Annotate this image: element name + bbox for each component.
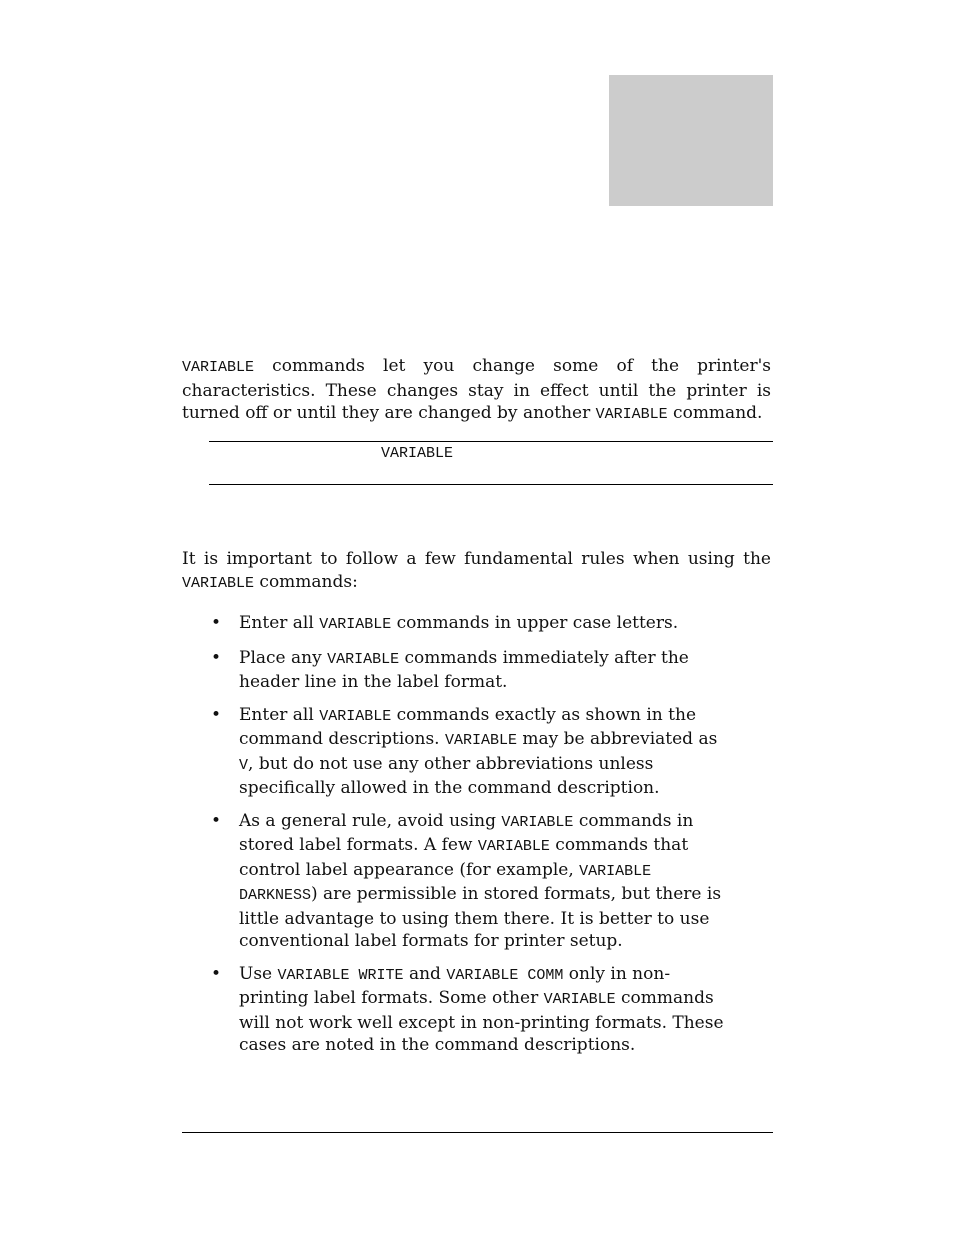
rules-intro-keyword: VARIABLE (182, 574, 255, 592)
rules-intro-text-2: commands: (254, 571, 358, 592)
rule-text: and (403, 963, 447, 984)
rule-text: Enter all (239, 704, 320, 725)
rule-text: commands in stored label formats. A few (239, 810, 694, 855)
intro-keyword: VARIABLE (182, 359, 255, 376)
rule-keyword: VARIABLE (543, 991, 616, 1008)
rule-text: may be abbreviated as (517, 729, 718, 749)
rule-keyword: VARIABLE DARKNESS (239, 862, 652, 904)
rule-text: Place any (239, 647, 328, 668)
footer-rule (182, 1132, 773, 1133)
bullet-icon: • (211, 613, 222, 633)
rule-text: only in non-printing label formats. Some other (239, 963, 671, 1008)
rules-intro-text-1: It is important to follow a few fundamental rules when using the (182, 549, 771, 569)
chapter-tab-block (609, 75, 773, 206)
rule-item (209, 647, 729, 694)
rule-text: ) are permissible in stored formats, but there is little advantage to using them there. It is better to use conventional label formats for printer setup. (239, 884, 722, 951)
rules-list (209, 612, 729, 1067)
rule-item (209, 963, 729, 1057)
rule-text: commands will not work well except in non-printing formats. These cases are noted in the command descriptions. (239, 988, 724, 1055)
rule-text: As a general rule, avoid using (239, 810, 502, 831)
rule-keyword: VARIABLE COMM (446, 966, 564, 984)
intro-keyword-2: VARIABLE (595, 406, 668, 423)
rule-keyword: VARIABLE (319, 707, 392, 725)
syntax-label: VARIABLE (381, 445, 454, 462)
bullet-icon: • (211, 810, 222, 831)
rule-text: Use (239, 963, 278, 984)
rule-text: , but do not use any other abbreviations unless specifically allowed in the command description. (239, 753, 660, 798)
intro-text-1: commands let you change some of the printer's characteristics. These changes stay in effect until the printer is turned off or until they are changed by another (182, 356, 771, 423)
rule-keyword: VARIABLE WRITE (277, 966, 404, 984)
bullet-icon: • (211, 963, 222, 984)
rule-text: commands immediately after the header line in the label format. (239, 647, 689, 692)
rule-text: commands exactly as shown in the command descriptions. (239, 704, 696, 749)
rule-text: commands in upper case letters. (391, 613, 679, 633)
bullet-icon: • (211, 647, 222, 668)
rules-intro-paragraph (182, 548, 771, 595)
rule-keyword: VARIABLE (327, 650, 400, 668)
rule-keyword: VARIABLE (444, 732, 517, 749)
bullet-icon: • (211, 704, 222, 725)
rule-keyword: VARIABLE (319, 616, 392, 633)
rule-text: commands that control label appearance (for example, (239, 835, 689, 880)
rule-keyword: VARIABLE (477, 838, 550, 855)
syntax-bottom-rule (209, 484, 773, 485)
intro-paragraph (182, 355, 771, 427)
rule-item (209, 810, 729, 953)
syntax-top-rule (209, 441, 773, 442)
rule-keyword: VARIABLE (501, 813, 574, 831)
rule-text: Enter all (239, 613, 320, 633)
intro-text-2: command. (667, 403, 763, 423)
rule-keyword: V (239, 756, 249, 774)
rule-item (209, 704, 729, 800)
rule-item (209, 612, 729, 637)
